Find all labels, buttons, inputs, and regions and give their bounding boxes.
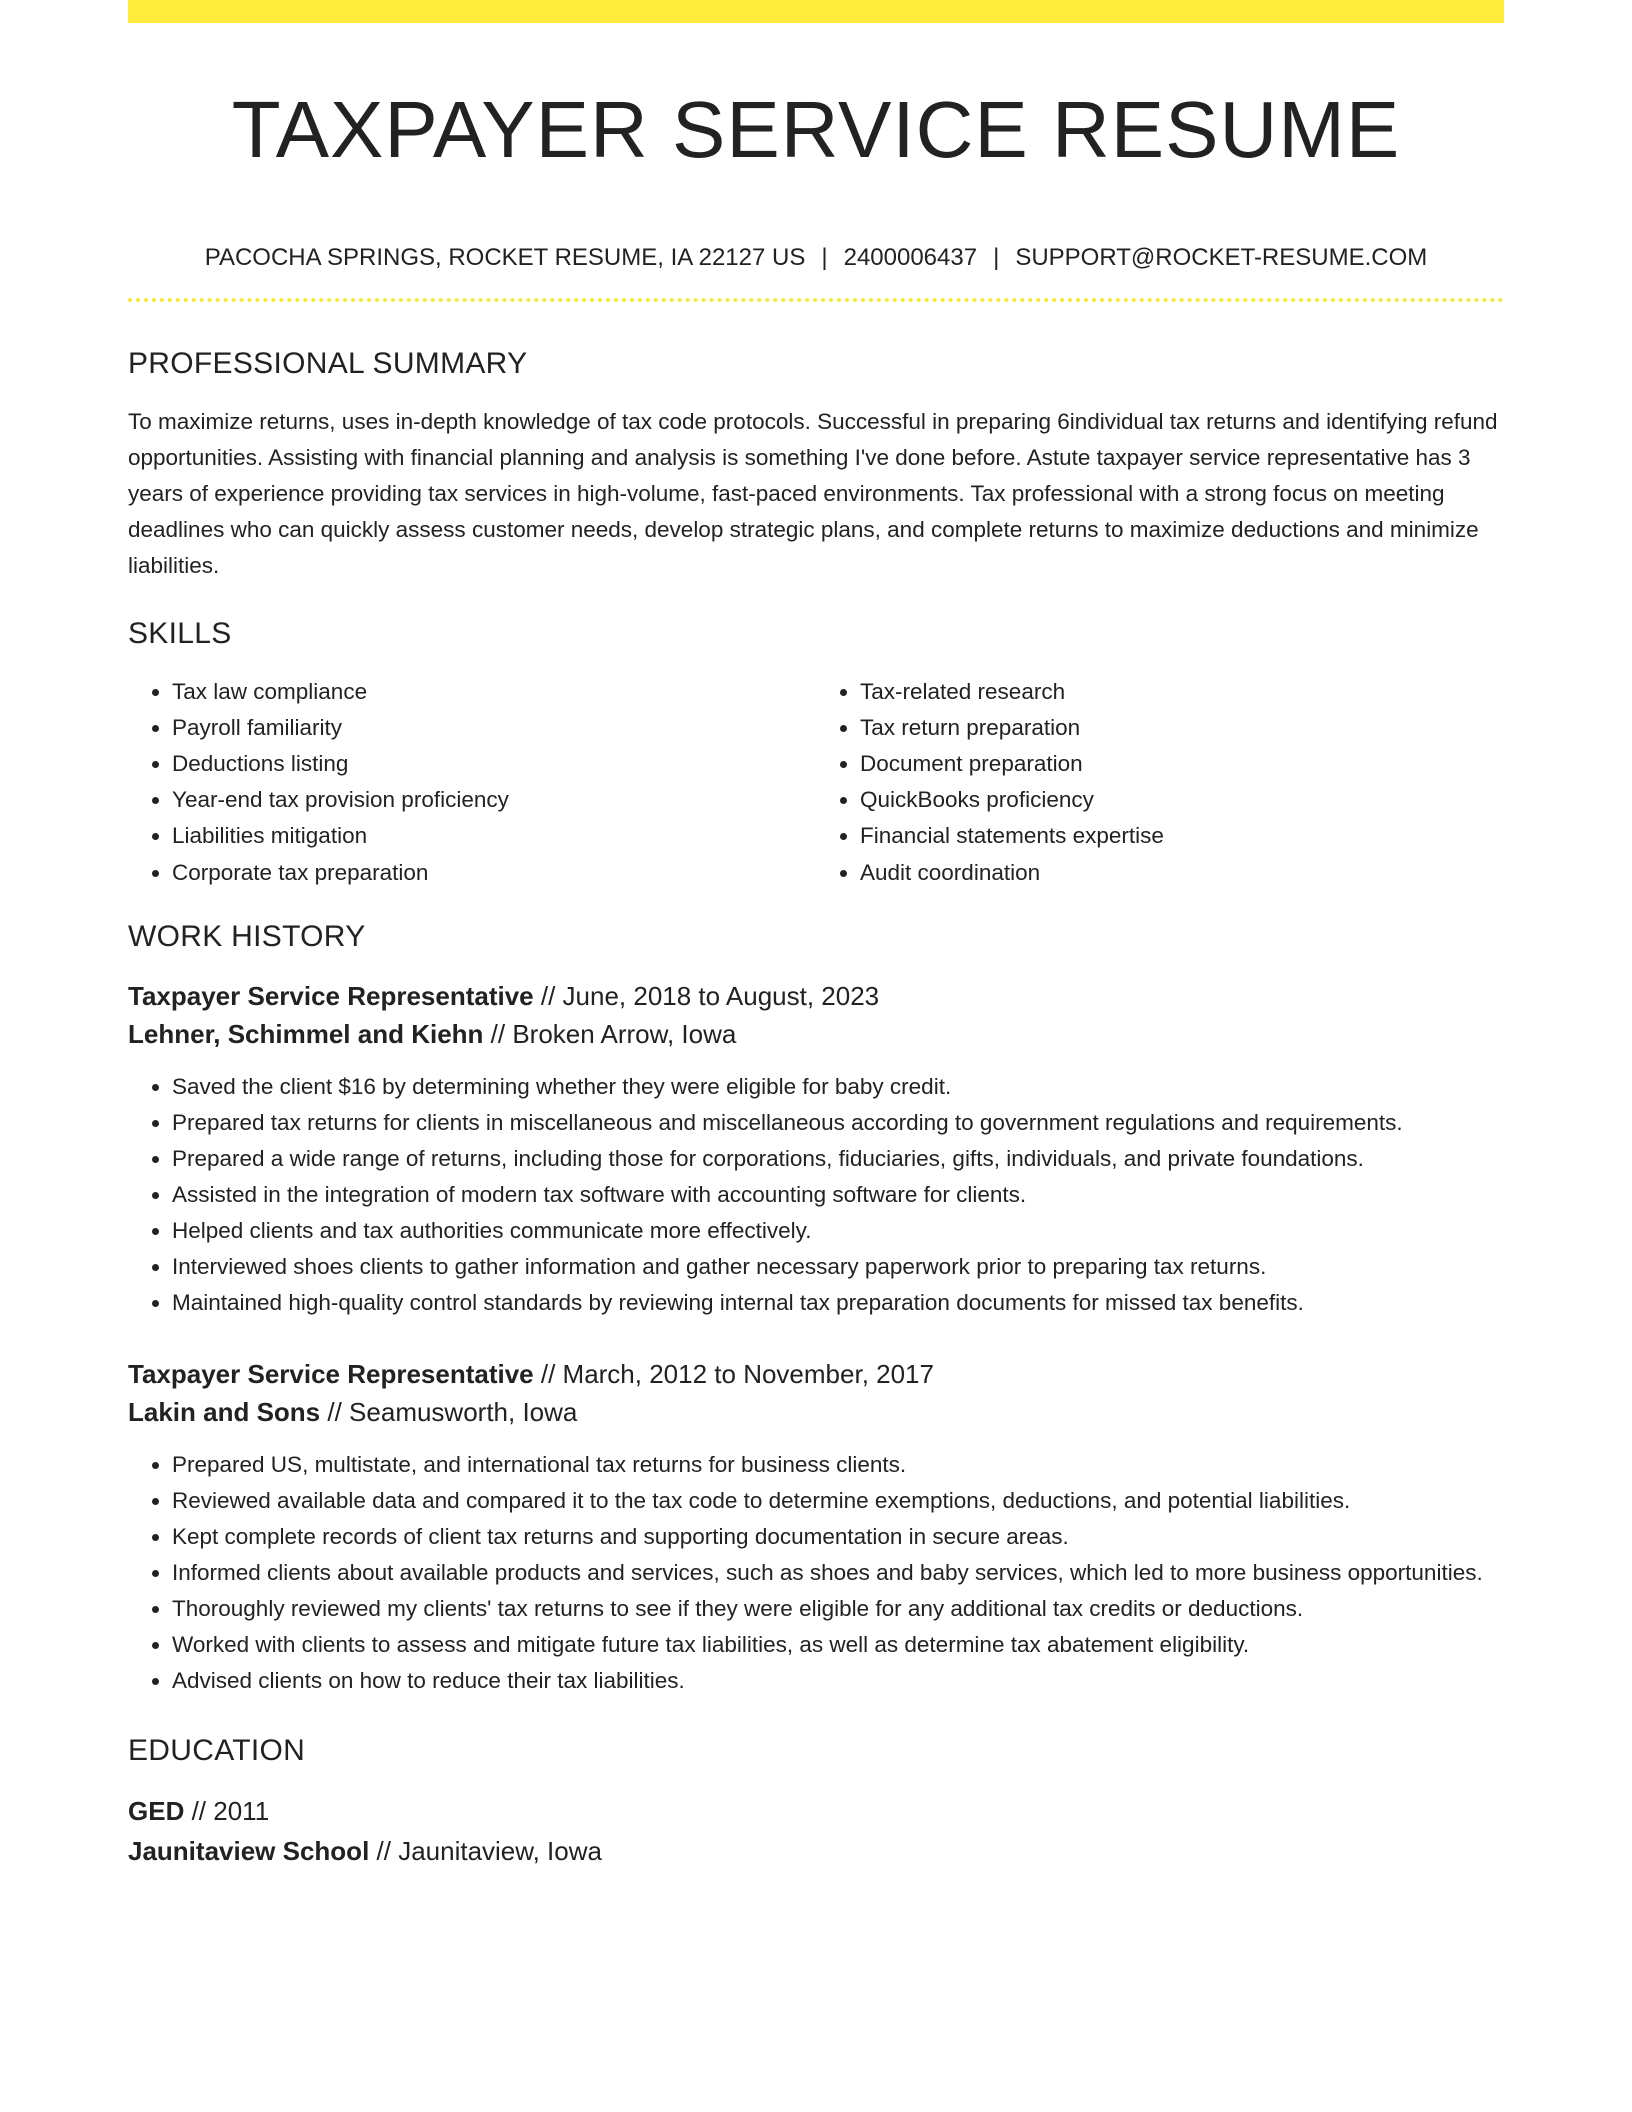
skill-item: • Audit coordination [860,855,1504,891]
job-bullet: • Informed clients about available products and services, such as shoes and baby services, which led to more business opportunities. [172,1555,1504,1591]
contact-phone: 2400006437 [843,244,978,271]
job-entry [128,977,1504,1321]
job-bullet: • Assisted in the integration of modern tax software with accounting software for clients. [172,1177,1504,1213]
contact-line [128,242,1504,274]
education-degree-line [128,1791,1504,1831]
job-bullet: • Prepared US, multistate, and international tax returns for business clients. [172,1447,1504,1483]
job-location: // Broken Arrow, Iowa [483,1019,737,1049]
education-degree: GED [128,1796,185,1826]
job-bullet: • Advised clients on how to reduce their tax liabilities. [172,1663,1504,1699]
education-school: Jaunitaview School [128,1836,370,1866]
summary-text: To maximize returns, uses in-depth knowledge of tax code protocols. Successful in preparing 6individual tax returns and identifying refund opportunities. Assisting with financial planning and analysis is something I've done before. Astute taxpayer service representative has 3 years of experience providing tax services in high-volume, fast-paced environments. Tax professional with a strong focus on meeting deadlines who can quickly assess customer needs, develop strategic plans, and complete returns to maximize deductions and minimize liabilities. [128,409,1498,578]
skill-item: • Corporate tax preparation [172,855,816,891]
skill-item: • Tax return preparation [860,710,1504,746]
job-company: Lakin and Sons [128,1397,321,1427]
summary-heading: PROFESSIONAL SUMMARY [128,347,528,380]
education-school-line [128,1831,1504,1871]
job-title-line [128,977,1504,1015]
job-bullets [128,1069,1504,1321]
skills-column-left [128,674,816,891]
job-bullet: • Prepared tax returns for clients in miscellaneous and miscellaneous according to government regulations and requirements. [172,1105,1504,1141]
skills-heading: SKILLS [128,617,232,650]
job-company: Lehner, Schimmel and Kiehn [128,1019,484,1049]
contact-separator: | [821,244,828,271]
resume-page [128,0,1504,1871]
job-dates: // June, 2018 to August, 2023 [533,981,880,1011]
work-history-heading: WORK HISTORY [128,920,366,953]
header-divider [128,298,1504,302]
education-year: // 2011 [184,1796,270,1826]
job-title: Taxpayer Service Representative [128,1359,534,1389]
job-bullet: • Interviewed shoes clients to gather information and gather necessary paperwork prior to preparing tax returns. [172,1249,1504,1285]
job-location: // Seamusworth, Iowa [320,1397,578,1427]
job-bullet: • Worked with clients to assess and mitigate future tax liabilities, as well as determine tax abatement eligibility. [172,1627,1504,1663]
job-bullets [128,1447,1504,1699]
contact-separator: | [993,244,1000,271]
skill-item: • Deductions listing [172,746,816,782]
contact-address: PACOCHA SPRINGS, ROCKET RESUME, IA 22127 US [204,244,806,271]
job-bullet: • Helped clients and tax authorities communicate more effectively. [172,1213,1504,1249]
job-company-line [128,1393,1504,1431]
skill-item: • Tax law compliance [172,674,816,710]
job-bullet: • Reviewed available data and compared it to the tax code to determine exemptions, deductions, and potential liabilities. [172,1483,1504,1519]
skill-item: • QuickBooks proficiency [860,782,1504,818]
job-bullet: • Maintained high-quality control standards by reviewing internal tax preparation documents for missed tax benefits. [172,1285,1504,1321]
skill-item: • Document preparation [860,746,1504,782]
job-dates: // March, 2012 to November, 2017 [533,1359,934,1389]
skill-item: • Year-end tax provision proficiency [172,782,816,818]
top-accent-bar [128,0,1504,23]
job-entry [128,1355,1504,1699]
skill-item: • Financial statements expertise [860,818,1504,854]
education-entry [128,1791,1504,1871]
resume-title: TAXPAYER SERVICE RESUME [231,85,1401,174]
job-company-line [128,1015,1504,1053]
job-bullet: • Kept complete records of client tax returns and supporting documentation in secure areas. [172,1519,1504,1555]
skill-item: • Payroll familiarity [172,710,816,746]
job-bullet: • Thoroughly reviewed my clients' tax returns to see if they were eligible for any additional tax credits or deductions. [172,1591,1504,1627]
job-bullet: • Saved the client $16 by determining whether they were eligible for baby credit. [172,1069,1504,1105]
education-heading: EDUCATION [128,1734,306,1767]
skills-column-right [816,674,1504,891]
skill-item: • Liabilities mitigation [172,818,816,854]
job-bullet: • Prepared a wide range of returns, including those for corporations, fiduciaries, gifts, individuals, and private foundations. [172,1141,1504,1177]
contact-email: SUPPORT@ROCKET-RESUME.COM [1015,244,1428,271]
skill-item: • Tax-related research [860,674,1504,710]
job-title: Taxpayer Service Representative [128,981,534,1011]
education-location: // Jaunitaview, Iowa [369,1836,602,1866]
job-title-line [128,1355,1504,1393]
skills-list [128,674,1504,891]
